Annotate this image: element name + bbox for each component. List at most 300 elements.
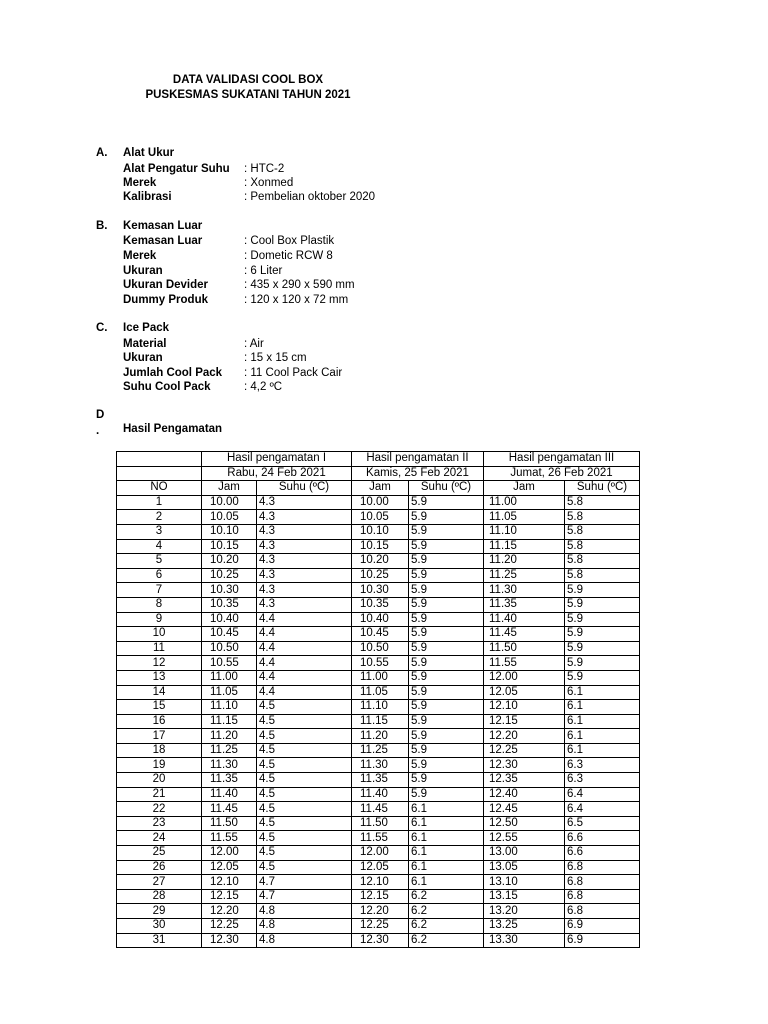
row-number-cell: 2 [117, 510, 202, 525]
suhu-3-cell: 6.1 [565, 729, 640, 744]
jam-2-cell: 11.10 [352, 700, 409, 715]
row-key: Material [123, 338, 167, 350]
jam-1-cell: 10.05 [202, 510, 257, 525]
suhu-2-cell: 5.9 [409, 597, 484, 612]
table-row [117, 612, 640, 627]
jam-3-cell: 13.05 [484, 860, 565, 875]
jam-1-cell: 10.50 [202, 641, 257, 656]
table-row [117, 758, 640, 773]
suhu-1-cell: 4.5 [257, 714, 352, 729]
section-a-heading: Alat Ukur [123, 147, 175, 159]
suhu-2-cell: 6.1 [409, 875, 484, 890]
jam-3-cell: 12.55 [484, 831, 565, 846]
jam-1-cell: 12.20 [202, 904, 257, 919]
row-value: : 120 x 120 x 72 mm [244, 294, 349, 306]
jam-3-cell: 13.30 [484, 933, 565, 948]
suhu-2-cell: 6.2 [409, 933, 484, 948]
suhu-header: Suhu (ºC) [565, 481, 640, 496]
suhu-1-cell: 4.4 [257, 641, 352, 656]
row-number-cell: 9 [117, 612, 202, 627]
row-number-cell: 6 [117, 568, 202, 583]
suhu-3-cell: 5.9 [565, 670, 640, 685]
jam-1-cell: 10.35 [202, 597, 257, 612]
table-body [117, 495, 640, 947]
jam-2-cell: 10.10 [352, 524, 409, 539]
row-number-cell: 7 [117, 583, 202, 598]
jam-3-cell: 13.20 [484, 904, 565, 919]
suhu-2-cell: 5.9 [409, 700, 484, 715]
suhu-1-cell: 4.8 [257, 904, 352, 919]
row-value: : Air [244, 338, 264, 350]
suhu-2-cell: 6.1 [409, 816, 484, 831]
jam-3-cell: 12.05 [484, 685, 565, 700]
row-key: Kalibrasi [123, 191, 172, 203]
jam-1-cell: 12.15 [202, 889, 257, 904]
group-header-2: Hasil pengamatan II [352, 452, 484, 467]
suhu-2-cell: 5.9 [409, 568, 484, 583]
row-number-cell: 31 [117, 933, 202, 948]
jam-1-cell: 12.30 [202, 933, 257, 948]
jam-1-cell: 10.40 [202, 612, 257, 627]
jam-1-cell: 11.00 [202, 670, 257, 685]
group-header-3: Hasil pengamatan III [484, 452, 640, 467]
jam-1-cell: 11.50 [202, 816, 257, 831]
jam-3-cell: 12.15 [484, 714, 565, 729]
suhu-3-cell: 5.8 [565, 568, 640, 583]
jam-2-cell: 12.15 [352, 889, 409, 904]
row-key: Ukuran [123, 265, 163, 277]
suhu-2-cell: 5.9 [409, 729, 484, 744]
jam-2-cell: 11.20 [352, 729, 409, 744]
suhu-1-cell: 4.4 [257, 685, 352, 700]
suhu-2-cell: 5.9 [409, 743, 484, 758]
table-row [117, 714, 640, 729]
jam-1-cell: 11.25 [202, 743, 257, 758]
jam-1-cell: 12.10 [202, 875, 257, 890]
jam-1-cell: 12.25 [202, 919, 257, 934]
jam-2-cell: 11.00 [352, 670, 409, 685]
jam-3-cell: 12.30 [484, 758, 565, 773]
suhu-2-cell: 5.9 [409, 787, 484, 802]
jam-3-cell: 11.00 [484, 495, 565, 510]
table-row [117, 700, 640, 715]
jam-1-cell: 11.45 [202, 802, 257, 817]
jam-3-cell: 11.25 [484, 568, 565, 583]
suhu-3-cell: 6.5 [565, 816, 640, 831]
jam-1-cell: 10.00 [202, 495, 257, 510]
suhu-1-cell: 4.4 [257, 670, 352, 685]
suhu-2-cell: 5.9 [409, 627, 484, 642]
table-row [117, 743, 640, 758]
jam-3-cell: 13.00 [484, 846, 565, 861]
jam-3-cell: 11.35 [484, 597, 565, 612]
row-key: Suhu Cool Pack [123, 381, 211, 393]
jam-1-cell: 11.30 [202, 758, 257, 773]
table-row [117, 524, 640, 539]
jam-header: Jam [484, 481, 565, 496]
jam-1-cell: 12.00 [202, 846, 257, 861]
suhu-3-cell: 6.9 [565, 919, 640, 934]
jam-3-cell: 12.00 [484, 670, 565, 685]
row-number-cell: 27 [117, 875, 202, 890]
jam-3-cell: 11.55 [484, 656, 565, 671]
suhu-3-cell: 6.1 [565, 685, 640, 700]
row-number-cell: 20 [117, 773, 202, 788]
row-key: Alat Pengatur Suhu [123, 163, 230, 175]
row-number-cell: 21 [117, 787, 202, 802]
jam-3-cell: 11.50 [484, 641, 565, 656]
jam-2-cell: 11.40 [352, 787, 409, 802]
jam-header: Jam [202, 481, 257, 496]
suhu-3-cell: 6.6 [565, 831, 640, 846]
table-group-row [117, 452, 640, 467]
jam-2-cell: 11.45 [352, 802, 409, 817]
jam-2-cell: 10.15 [352, 539, 409, 554]
table-row [117, 656, 640, 671]
table-row [117, 568, 640, 583]
suhu-2-cell: 5.9 [409, 758, 484, 773]
jam-2-cell: 12.10 [352, 875, 409, 890]
suhu-3-cell: 6.8 [565, 904, 640, 919]
jam-3-cell: 12.20 [484, 729, 565, 744]
table-row [117, 802, 640, 817]
jam-3-cell: 11.45 [484, 627, 565, 642]
jam-1-cell: 10.45 [202, 627, 257, 642]
suhu-1-cell: 4.3 [257, 583, 352, 598]
suhu-2-cell: 5.9 [409, 670, 484, 685]
jam-2-cell: 12.25 [352, 919, 409, 934]
suhu-3-cell: 6.6 [565, 846, 640, 861]
suhu-1-cell: 4.7 [257, 875, 352, 890]
jam-2-cell: 11.05 [352, 685, 409, 700]
row-number-cell: 14 [117, 685, 202, 700]
table-row [117, 831, 640, 846]
group-header-1: Hasil pengamatan I [202, 452, 352, 467]
row-value: : 11 Cool Pack Cair [244, 367, 343, 379]
jam-2-cell: 10.50 [352, 641, 409, 656]
jam-2-cell: 12.20 [352, 904, 409, 919]
row-number-cell: 8 [117, 597, 202, 612]
suhu-3-cell: 5.8 [565, 554, 640, 569]
jam-3-cell: 12.45 [484, 802, 565, 817]
row-key: Merek [123, 177, 157, 189]
section-c-heading: Ice Pack [123, 322, 170, 334]
suhu-3-cell: 6.9 [565, 933, 640, 948]
jam-3-cell: 13.10 [484, 875, 565, 890]
suhu-1-cell: 4.3 [257, 568, 352, 583]
suhu-2-cell: 6.1 [409, 846, 484, 861]
row-number-cell: 19 [117, 758, 202, 773]
row-number-cell: 11 [117, 641, 202, 656]
suhu-3-cell: 6.4 [565, 787, 640, 802]
suhu-3-cell: 6.3 [565, 758, 640, 773]
jam-3-cell: 13.15 [484, 889, 565, 904]
jam-3-cell: 12.40 [484, 787, 565, 802]
suhu-1-cell: 4.3 [257, 554, 352, 569]
jam-2-cell: 12.05 [352, 860, 409, 875]
suhu-3-cell: 6.8 [565, 860, 640, 875]
jam-1-cell: 10.15 [202, 539, 257, 554]
table-row [117, 510, 640, 525]
suhu-2-cell: 5.9 [409, 583, 484, 598]
jam-3-cell: 13.25 [484, 919, 565, 934]
row-number-cell: 24 [117, 831, 202, 846]
suhu-1-cell: 4.3 [257, 510, 352, 525]
suhu-3-cell: 6.1 [565, 700, 640, 715]
suhu-2-cell: 5.9 [409, 641, 484, 656]
suhu-2-cell: 5.9 [409, 554, 484, 569]
jam-2-cell: 11.35 [352, 773, 409, 788]
suhu-3-cell: 5.9 [565, 583, 640, 598]
suhu-2-cell: 6.1 [409, 831, 484, 846]
date-header-1: Rabu, 24 Feb 2021 [202, 466, 352, 481]
jam-3-cell: 11.40 [484, 612, 565, 627]
suhu-1-cell: 4.8 [257, 933, 352, 948]
row-number-cell: 5 [117, 554, 202, 569]
row-number-cell: 3 [117, 524, 202, 539]
table-row [117, 495, 640, 510]
jam-2-cell: 10.20 [352, 554, 409, 569]
table-row [117, 583, 640, 598]
section-d-heading: Hasil Pengamatan [123, 423, 223, 435]
jam-1-cell: 10.30 [202, 583, 257, 598]
row-number-cell: 17 [117, 729, 202, 744]
suhu-1-cell: 4.5 [257, 758, 352, 773]
suhu-1-cell: 4.3 [257, 524, 352, 539]
row-value: : 435 x 290 x 590 mm [244, 279, 355, 291]
jam-2-cell: 12.30 [352, 933, 409, 948]
section-b-letter: B. [96, 220, 108, 232]
jam-1-cell: 11.05 [202, 685, 257, 700]
suhu-1-cell: 4.5 [257, 700, 352, 715]
table-row [117, 729, 640, 744]
table-row [117, 889, 640, 904]
row-value: : Dometic RCW 8 [244, 250, 333, 262]
table-date-row [117, 466, 640, 481]
suhu-2-cell: 6.2 [409, 889, 484, 904]
suhu-1-cell: 4.5 [257, 743, 352, 758]
jam-3-cell: 11.30 [484, 583, 565, 598]
table-row [117, 933, 640, 948]
suhu-2-cell: 5.9 [409, 510, 484, 525]
jam-3-cell: 11.20 [484, 554, 565, 569]
jam-1-cell: 12.05 [202, 860, 257, 875]
row-value: : Cool Box Plastik [244, 235, 335, 247]
suhu-3-cell: 6.8 [565, 875, 640, 890]
row-key: Ukuran [123, 352, 163, 364]
suhu-3-cell: 5.9 [565, 656, 640, 671]
suhu-1-cell: 4.5 [257, 729, 352, 744]
row-number-cell: 10 [117, 627, 202, 642]
jam-1-cell: 11.10 [202, 700, 257, 715]
blank-cell [117, 466, 202, 481]
suhu-2-cell: 6.1 [409, 802, 484, 817]
suhu-2-cell: 5.9 [409, 524, 484, 539]
jam-2-cell: 11.50 [352, 816, 409, 831]
suhu-3-cell: 6.3 [565, 773, 640, 788]
row-value: : HTC-2 [244, 163, 285, 175]
jam-2-cell: 12.00 [352, 846, 409, 861]
suhu-2-cell: 6.1 [409, 860, 484, 875]
suhu-1-cell: 4.5 [257, 787, 352, 802]
table-row [117, 787, 640, 802]
jam-2-cell: 10.05 [352, 510, 409, 525]
suhu-2-cell: 5.9 [409, 612, 484, 627]
jam-1-cell: 10.20 [202, 554, 257, 569]
jam-1-cell: 11.35 [202, 773, 257, 788]
suhu-3-cell: 5.8 [565, 510, 640, 525]
jam-1-cell: 11.20 [202, 729, 257, 744]
table-row [117, 904, 640, 919]
table-row [117, 773, 640, 788]
suhu-1-cell: 4.5 [257, 816, 352, 831]
suhu-1-cell: 4.5 [257, 831, 352, 846]
suhu-3-cell: 5.8 [565, 524, 640, 539]
jam-1-cell: 10.10 [202, 524, 257, 539]
suhu-2-cell: 5.9 [409, 685, 484, 700]
jam-3-cell: 12.35 [484, 773, 565, 788]
suhu-1-cell: 4.4 [257, 656, 352, 671]
row-value: : Xonmed [244, 177, 294, 189]
row-number-cell: 28 [117, 889, 202, 904]
section-d-dot: . [96, 425, 100, 437]
jam-2-cell: 10.55 [352, 656, 409, 671]
suhu-3-cell: 5.8 [565, 495, 640, 510]
jam-3-cell: 11.15 [484, 539, 565, 554]
jam-1-cell: 11.15 [202, 714, 257, 729]
jam-3-cell: 12.50 [484, 816, 565, 831]
jam-2-cell: 10.40 [352, 612, 409, 627]
suhu-3-cell: 6.1 [565, 714, 640, 729]
suhu-3-cell: 6.1 [565, 743, 640, 758]
suhu-3-cell: 6.4 [565, 802, 640, 817]
suhu-1-cell: 4.5 [257, 802, 352, 817]
jam-2-cell: 10.00 [352, 495, 409, 510]
date-header-3: Jumat, 26 Feb 2021 [484, 466, 640, 481]
suhu-1-cell: 4.3 [257, 495, 352, 510]
date-header-2: Kamis, 25 Feb 2021 [352, 466, 484, 481]
suhu-1-cell: 4.5 [257, 846, 352, 861]
suhu-3-cell: 5.9 [565, 627, 640, 642]
row-value: : Pembelian oktober 2020 [244, 191, 376, 203]
row-number-cell: 12 [117, 656, 202, 671]
jam-3-cell: 11.05 [484, 510, 565, 525]
jam-2-cell: 11.25 [352, 743, 409, 758]
table-row [117, 685, 640, 700]
suhu-1-cell: 4.3 [257, 539, 352, 554]
table-row [117, 670, 640, 685]
row-value: : 4,2 ºC [244, 381, 283, 393]
row-number-cell: 22 [117, 802, 202, 817]
row-key: Ukuran Devider [123, 279, 209, 291]
suhu-1-cell: 4.4 [257, 612, 352, 627]
jam-1-cell: 10.55 [202, 656, 257, 671]
suhu-2-cell: 5.9 [409, 656, 484, 671]
suhu-2-cell: 6.2 [409, 919, 484, 934]
suhu-2-cell: 5.9 [409, 773, 484, 788]
row-key: Merek [123, 250, 157, 262]
doc-subtitle: PUSKESMAS SUKATANI TAHUN 2021 [145, 89, 351, 101]
table-row [117, 846, 640, 861]
jam-2-cell: 10.45 [352, 627, 409, 642]
row-number-cell: 4 [117, 539, 202, 554]
suhu-1-cell: 4.5 [257, 860, 352, 875]
blank-cell [117, 452, 202, 467]
jam-3-cell: 12.25 [484, 743, 565, 758]
row-number-cell: 25 [117, 846, 202, 861]
suhu-3-cell: 5.9 [565, 641, 640, 656]
jam-1-cell: 11.55 [202, 831, 257, 846]
table-row [117, 539, 640, 554]
suhu-header: Suhu (ºC) [257, 481, 352, 496]
table-column-row [117, 481, 640, 496]
table-row [117, 627, 640, 642]
jam-1-cell: 10.25 [202, 568, 257, 583]
row-key: Dummy Produk [123, 294, 208, 306]
row-number-cell: 16 [117, 714, 202, 729]
row-number-cell: 13 [117, 670, 202, 685]
row-key: Kemasan Luar [123, 235, 203, 247]
row-value: : 15 x 15 cm [244, 352, 307, 364]
suhu-2-cell: 5.9 [409, 714, 484, 729]
table-row [117, 875, 640, 890]
row-number-cell: 15 [117, 700, 202, 715]
table-row [117, 597, 640, 612]
suhu-1-cell: 4.3 [257, 597, 352, 612]
jam-2-cell: 10.25 [352, 568, 409, 583]
row-value: : 6 Liter [244, 265, 283, 277]
table-row [117, 554, 640, 569]
table-row [117, 919, 640, 934]
row-number-cell: 23 [117, 816, 202, 831]
section-b-heading: Kemasan Luar [123, 220, 203, 232]
table-row [117, 860, 640, 875]
suhu-1-cell: 4.5 [257, 773, 352, 788]
jam-2-cell: 11.30 [352, 758, 409, 773]
section-a-letter: A. [96, 147, 108, 159]
suhu-3-cell: 5.8 [565, 539, 640, 554]
suhu-2-cell: 5.9 [409, 495, 484, 510]
jam-3-cell: 11.10 [484, 524, 565, 539]
jam-2-cell: 11.55 [352, 831, 409, 846]
jam-3-cell: 12.10 [484, 700, 565, 715]
row-key: Jumlah Cool Pack [123, 367, 223, 379]
row-number-cell: 30 [117, 919, 202, 934]
suhu-header: Suhu (ºC) [409, 481, 484, 496]
section-d-letter: D [96, 409, 105, 421]
table-row [117, 816, 640, 831]
jam-2-cell: 11.15 [352, 714, 409, 729]
jam-1-cell: 11.40 [202, 787, 257, 802]
jam-2-cell: 10.35 [352, 597, 409, 612]
suhu-2-cell: 5.9 [409, 539, 484, 554]
doc-title: DATA VALIDASI COOL BOX [172, 74, 324, 86]
jam-header: Jam [352, 481, 409, 496]
suhu-3-cell: 6.8 [565, 889, 640, 904]
no-header: NO [117, 481, 202, 496]
suhu-1-cell: 4.4 [257, 627, 352, 642]
row-number-cell: 1 [117, 495, 202, 510]
row-number-cell: 18 [117, 743, 202, 758]
suhu-3-cell: 5.9 [565, 612, 640, 627]
table-row [117, 641, 640, 656]
suhu-1-cell: 4.7 [257, 889, 352, 904]
suhu-2-cell: 6.2 [409, 904, 484, 919]
row-number-cell: 26 [117, 860, 202, 875]
section-c-letter: C. [96, 322, 108, 334]
suhu-3-cell: 5.9 [565, 597, 640, 612]
jam-2-cell: 10.30 [352, 583, 409, 598]
